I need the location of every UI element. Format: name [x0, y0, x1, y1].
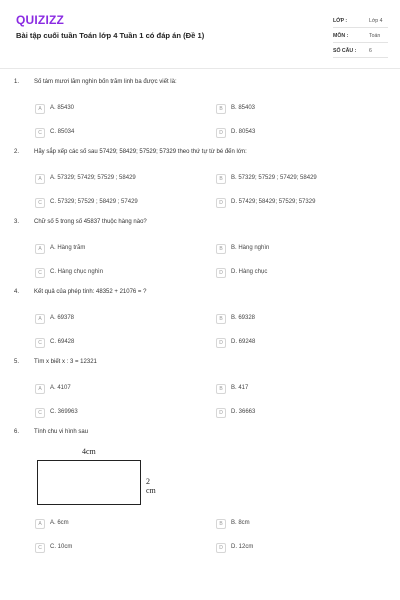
option-label: C. 85034 — [50, 129, 75, 135]
question-text: Tính chu vi hình sau — [34, 429, 89, 435]
option-c[interactable] — [35, 267, 205, 281]
option-a[interactable] — [35, 173, 205, 187]
option-label: C. Hàng chục nghìn — [50, 269, 104, 275]
meta-class-value: Lớp 4 — [369, 18, 383, 24]
question-5 — [0, 359, 400, 429]
option-label: C. 69428 — [50, 339, 75, 345]
option-label: A. 85430 — [50, 105, 75, 111]
option-d[interactable] — [216, 407, 386, 421]
option-a[interactable] — [35, 383, 205, 397]
rectangle-height-label: 2 cm — [146, 477, 156, 495]
meta-class-row — [333, 14, 388, 28]
option-label: A. 57329; 57429; 57529 ; 58429 — [50, 175, 136, 181]
option-d[interactable] — [216, 267, 386, 281]
option-letter-box: A — [35, 384, 45, 394]
option-d[interactable] — [216, 197, 386, 211]
option-letter-box: D — [216, 408, 226, 418]
question-text: Tìm x biết x : 3 = 12321 — [34, 359, 97, 365]
option-letter-box: D — [216, 338, 226, 348]
option-letter-box: B — [216, 384, 226, 394]
question-number: 3. — [14, 219, 20, 225]
option-b[interactable] — [216, 518, 386, 532]
meta-count-row — [333, 44, 388, 58]
meta-count-key: SỐ CÂU : — [333, 48, 357, 54]
quizizz-logo: QUIZIZZ — [16, 13, 65, 27]
option-label: A. 6cm — [50, 520, 69, 526]
option-label: B. 57329; 57529 ; 57429; 58429 — [231, 175, 317, 181]
option-label: C. 10cm — [50, 544, 73, 550]
meta-subject-key: MÔN : — [333, 33, 349, 39]
option-letter-box: B — [216, 174, 226, 184]
option-letter-box: B — [216, 314, 226, 324]
option-d[interactable] — [216, 127, 386, 141]
question-text: Hãy sắp xếp các số sau 57429; 58429; 57529; 57329 theo thứ tự từ bé đến lớn: — [34, 149, 247, 155]
option-letter-box: C — [35, 198, 45, 208]
option-letter-box: A — [35, 519, 45, 529]
question-1 — [0, 79, 400, 149]
option-label: B. 417 — [231, 385, 249, 391]
option-label: D. 80543 — [231, 129, 256, 135]
question-3 — [0, 219, 400, 289]
meta-count-value: 6 — [369, 48, 372, 54]
option-a[interactable] — [35, 103, 205, 117]
option-letter-box: B — [216, 244, 226, 254]
option-label: A. Hàng trăm — [50, 245, 86, 251]
option-label: B. Hàng nghìn — [231, 245, 270, 251]
option-label: D. 36663 — [231, 409, 256, 415]
question-number: 5. — [14, 359, 20, 365]
rectangle-width-label: 4cm — [82, 447, 96, 456]
rectangle-shape — [37, 460, 141, 505]
option-letter-box: D — [216, 543, 226, 553]
document-header — [0, 0, 400, 66]
option-c[interactable] — [35, 337, 205, 351]
question-text: Kết quả của phép tính: 48352 + 21076 = ? — [34, 289, 147, 295]
option-letter-box: D — [216, 198, 226, 208]
option-a[interactable] — [35, 243, 205, 257]
option-letter-box: A — [35, 244, 45, 254]
option-c[interactable] — [35, 407, 205, 421]
option-letter-box: B — [216, 519, 226, 529]
option-letter-box: C — [35, 128, 45, 138]
option-label: A. 4107 — [50, 385, 71, 391]
option-a[interactable] — [35, 518, 205, 532]
option-label: D. 57429; 58429; 57529; 57329 — [231, 199, 316, 205]
option-letter-box: C — [35, 408, 45, 418]
option-b[interactable] — [216, 173, 386, 187]
question-number: 1. — [14, 79, 20, 85]
option-label: B. 69328 — [231, 315, 256, 321]
meta-class-key: LỚP : — [333, 18, 348, 24]
meta-subject-value: Toán — [369, 33, 381, 39]
option-label: D. 12cm — [231, 544, 254, 550]
option-letter-box: A — [35, 314, 45, 324]
option-label: B. 85403 — [231, 105, 256, 111]
question-2 — [0, 149, 400, 219]
option-letter-box: A — [35, 104, 45, 114]
option-b[interactable] — [216, 103, 386, 117]
option-d[interactable] — [216, 337, 386, 351]
option-b[interactable] — [216, 243, 386, 257]
option-a[interactable] — [35, 313, 205, 327]
option-c[interactable] — [35, 197, 205, 211]
option-b[interactable] — [216, 383, 386, 397]
option-label: C. 369963 — [50, 409, 78, 415]
option-b[interactable] — [216, 313, 386, 327]
document-title: Bài tập cuối tuần Toán lớp 4 Tuần 1 có đáp án (Đề 1) — [16, 31, 205, 40]
question-number: 4. — [14, 289, 20, 295]
option-c[interactable] — [35, 127, 205, 141]
option-letter-box: D — [216, 128, 226, 138]
option-letter-box: C — [35, 338, 45, 348]
option-label: D. Hàng chục — [231, 269, 268, 275]
question-4 — [0, 289, 400, 359]
option-letter-box: D — [216, 268, 226, 278]
option-letter-box: C — [35, 543, 45, 553]
question-text: Chữ số 5 trong số 45837 thuộc hàng nào? — [34, 219, 147, 225]
question-number: 2. — [14, 149, 20, 155]
question-number: 6. — [14, 429, 20, 435]
option-letter-box: A — [35, 174, 45, 184]
option-label: B. 8cm — [231, 520, 250, 526]
meta-subject-row — [333, 29, 388, 43]
option-label: A. 69378 — [50, 315, 75, 321]
option-letter-box: B — [216, 104, 226, 114]
option-c[interactable] — [35, 542, 205, 556]
option-label: C. 57329; 57529 ; 58429 ; 57429 — [50, 199, 138, 205]
option-d[interactable] — [216, 542, 386, 556]
option-letter-box: C — [35, 268, 45, 278]
header-divider — [0, 68, 400, 69]
option-label: D. 69248 — [231, 339, 256, 345]
question-text: Số tám mươi lăm nghìn bốn trăm linh ba được viết là: — [34, 79, 177, 85]
